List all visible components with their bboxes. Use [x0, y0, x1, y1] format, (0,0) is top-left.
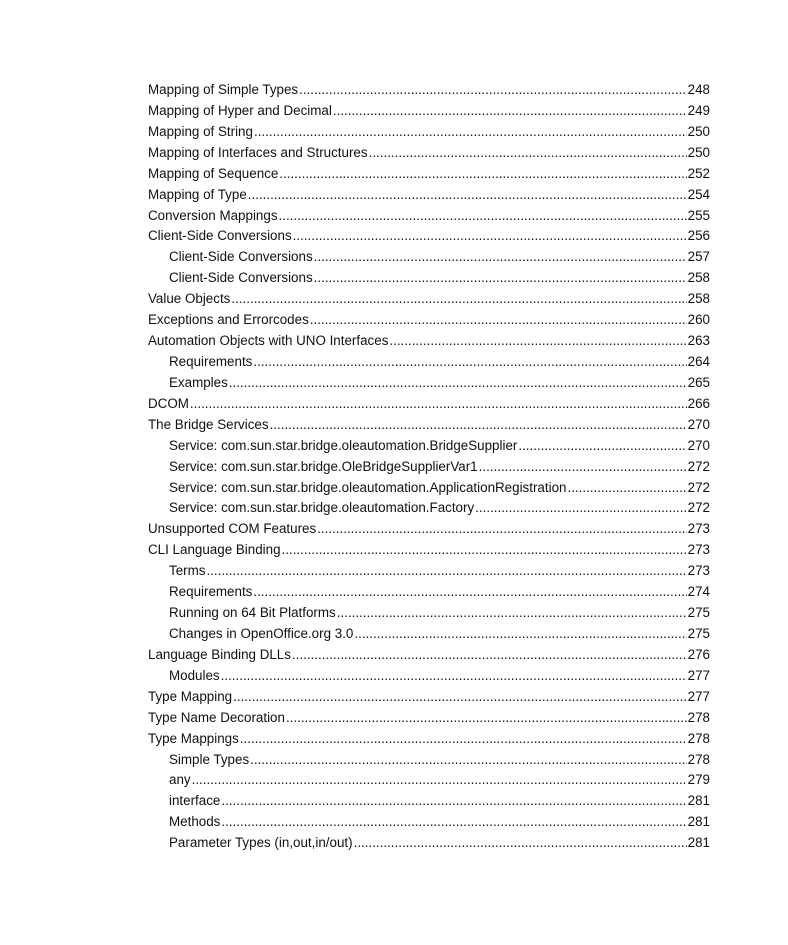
- toc-entry-title: Requirements: [169, 353, 253, 369]
- toc-entry[interactable]: [148, 729, 710, 750]
- toc-dot-leader: [299, 80, 687, 101]
- toc-entry[interactable]: [148, 352, 710, 373]
- toc-entry-page-number: 272: [687, 458, 710, 474]
- toc-entry-title: Client-Side Conversions: [169, 270, 313, 286]
- toc-dot-leader: [354, 833, 687, 854]
- toc-dot-leader: [293, 226, 687, 247]
- toc-entry-page-number: 273: [687, 563, 710, 579]
- toc-entry-page-number: 270: [687, 416, 710, 432]
- toc-entry-page-number: 260: [687, 312, 710, 328]
- toc-dot-leader: [333, 101, 687, 122]
- toc-entry-title: Mapping of Interfaces and Structures: [148, 144, 368, 160]
- toc-entry[interactable]: [148, 645, 710, 666]
- toc-entry-title: Terms: [169, 563, 206, 579]
- toc-dot-leader: [567, 478, 686, 499]
- toc-entry[interactable]: [148, 770, 710, 791]
- toc-entry[interactable]: [148, 247, 710, 268]
- toc-entry-title: Client-Side Conversions: [169, 249, 313, 265]
- toc-entry-title: Mapping of String: [148, 123, 253, 139]
- toc-entry-title: Mapping of Hyper and Decimal: [148, 102, 332, 118]
- toc-dot-leader: [337, 603, 687, 624]
- toc-entry-page-number: 279: [687, 772, 710, 788]
- toc-entry-page-number: 272: [687, 479, 710, 495]
- toc-dot-leader: [253, 582, 686, 603]
- toc-entry[interactable]: [148, 310, 710, 331]
- toc-dot-leader: [192, 770, 687, 791]
- toc-entry-page-number: 248: [687, 82, 710, 97]
- toc-entry-page-number: 275: [687, 625, 710, 641]
- toc-entry-page-number: 277: [687, 688, 710, 704]
- toc-entry-title: Service: com.sun.star.bridge.oleautomation.Factory: [169, 500, 475, 516]
- toc-entry[interactable]: [148, 498, 710, 519]
- toc-entry-page-number: 254: [687, 186, 710, 202]
- toc-dot-leader: [286, 708, 687, 729]
- toc-dot-leader: [240, 729, 687, 750]
- toc-entry-title: Modules: [169, 667, 220, 683]
- toc-entry-page-number: 250: [687, 123, 710, 139]
- toc-entry[interactable]: [148, 561, 710, 582]
- toc-entry-title: Language Binding DLLs: [148, 646, 291, 662]
- toc-entry[interactable]: [148, 708, 710, 729]
- toc-entry-title: Running on 64 Bit Platforms: [169, 605, 336, 621]
- toc-entry-title: Mapping of Sequence: [148, 165, 279, 181]
- toc-entry-page-number: 275: [687, 605, 710, 621]
- toc-entry-page-number: 255: [687, 207, 710, 223]
- toc-dot-leader: [310, 310, 687, 331]
- toc-entry-title: Service: com.sun.star.bridge.OleBridgeSupplierVar1: [169, 458, 478, 474]
- toc-entry-page-number: 274: [687, 584, 710, 600]
- toc-dot-leader: [354, 624, 686, 645]
- toc-dot-leader: [248, 185, 687, 206]
- toc-dot-leader: [292, 645, 687, 666]
- toc-entry-page-number: 263: [687, 333, 710, 349]
- toc-entry-page-number: 266: [687, 395, 710, 411]
- toc-entry-title: Type Mapping: [148, 688, 233, 704]
- toc-dot-leader: [270, 415, 687, 436]
- toc-entry-page-number: 278: [687, 709, 710, 725]
- toc-dot-leader: [206, 561, 686, 582]
- toc-dot-leader: [221, 812, 686, 833]
- toc-dot-leader: [279, 206, 687, 227]
- toc-entry[interactable]: [148, 143, 710, 164]
- toc-entry-title: Mapping of Type: [148, 186, 247, 202]
- toc-entry[interactable]: [148, 540, 710, 561]
- toc-entry[interactable]: [148, 331, 710, 352]
- toc-entry[interactable]: [148, 750, 710, 771]
- toc-entry-page-number: 281: [687, 835, 710, 851]
- toc-entry-title: Automation Objects with UNO Interfaces: [148, 333, 389, 349]
- toc-entry-page-number: 256: [687, 228, 710, 244]
- toc-entry[interactable]: [148, 80, 710, 101]
- toc-entry-page-number: 257: [687, 249, 710, 265]
- toc-entry-title: Simple Types: [169, 751, 250, 767]
- toc-dot-leader: [231, 289, 686, 310]
- toc-entry-title: Client-Side Conversions: [148, 228, 292, 244]
- toc-entry-page-number: 281: [687, 793, 710, 809]
- toc-entry-title: any: [169, 772, 191, 788]
- toc-entry-title: DCOM: [148, 395, 189, 411]
- toc-dot-leader: [282, 540, 687, 561]
- toc-entry-title: Methods: [169, 814, 221, 830]
- toc-entry[interactable]: [148, 519, 710, 540]
- toc-entry[interactable]: [148, 666, 710, 687]
- toc-entry-title: CLI Language Binding: [148, 542, 281, 558]
- toc-entry-title: Service: com.sun.star.bridge.oleautomation.ApplicationRegistration: [169, 479, 567, 495]
- toc-dot-leader: [314, 268, 687, 289]
- toc-dot-leader: [475, 498, 687, 519]
- toc-dot-leader: [254, 122, 687, 143]
- toc-entry-page-number: 273: [687, 542, 710, 558]
- toc-entry[interactable]: [148, 457, 710, 478]
- toc-entry[interactable]: [148, 833, 710, 854]
- toc-dot-leader: [317, 519, 686, 540]
- toc-entry[interactable]: [148, 268, 710, 289]
- toc-entry-page-number: 264: [687, 353, 710, 369]
- toc-entry[interactable]: [148, 206, 710, 227]
- toc-entry[interactable]: [148, 185, 710, 206]
- toc-entry-title: Mapping of Simple Types: [148, 82, 299, 97]
- toc-entry[interactable]: [148, 582, 710, 603]
- toc-dot-leader: [233, 687, 687, 708]
- toc-entry-page-number: 252: [687, 165, 710, 181]
- toc-dot-leader: [518, 436, 686, 457]
- toc-entry-title: Changes in OpenOffice.org 3.0: [169, 625, 354, 641]
- toc-entry-page-number: 265: [687, 374, 710, 390]
- toc-dot-leader: [279, 164, 686, 185]
- toc-entry-page-number: 250: [687, 144, 710, 160]
- toc-entry-page-number: 277: [687, 667, 710, 683]
- toc-entry-page-number: 281: [687, 814, 710, 830]
- toc-entry[interactable]: [148, 289, 710, 310]
- toc-entry-title: Parameter Types (in,out,in/out): [169, 835, 353, 851]
- toc-entry-title: interface: [169, 793, 221, 809]
- toc-entry[interactable]: [148, 226, 710, 247]
- table-of-contents: [148, 80, 710, 854]
- toc-entry-page-number: 249: [687, 102, 710, 118]
- toc-entry[interactable]: [148, 687, 710, 708]
- toc-dot-leader: [190, 394, 687, 415]
- toc-dot-leader: [369, 143, 687, 164]
- toc-entry[interactable]: [148, 101, 710, 122]
- toc-dot-leader: [314, 247, 687, 268]
- toc-dot-leader: [253, 352, 686, 373]
- toc-entry-title: Exceptions and Errorcodes: [148, 312, 309, 328]
- toc-entry-page-number: 270: [687, 437, 710, 453]
- toc-dot-leader: [389, 331, 686, 352]
- toc-entry-title: Type Name Decoration: [148, 709, 285, 725]
- toc-entry-title: The Bridge Services: [148, 416, 269, 432]
- toc-entry-page-number: 278: [687, 751, 710, 767]
- toc-dot-leader: [229, 373, 687, 394]
- toc-entry[interactable]: [148, 478, 710, 499]
- toc-entry[interactable]: [148, 436, 710, 457]
- toc-entry[interactable]: [148, 603, 710, 624]
- toc-entry[interactable]: [148, 122, 710, 143]
- toc-entry[interactable]: [148, 624, 710, 645]
- toc-entry-page-number: 272: [687, 500, 710, 516]
- toc-dot-leader: [221, 666, 687, 687]
- toc-dot-leader: [479, 457, 687, 478]
- toc-dot-leader: [221, 791, 686, 812]
- toc-entry[interactable]: [148, 394, 710, 415]
- toc-entry-title: Unsupported COM Features: [148, 521, 317, 537]
- toc-entry-page-number: 278: [687, 730, 710, 746]
- toc-entry-page-number: 273: [687, 521, 710, 537]
- toc-entry-title: Service: com.sun.star.bridge.oleautomation.BridgeSupplier: [169, 437, 518, 453]
- toc-entry-page-number: 258: [687, 291, 710, 307]
- toc-entry-page-number: 276: [687, 646, 710, 662]
- toc-entry-page-number: 258: [687, 270, 710, 286]
- toc-entry-title: Conversion Mappings: [148, 207, 278, 223]
- toc-entry[interactable]: [148, 373, 710, 394]
- toc-entry-title: Value Objects: [148, 291, 231, 307]
- toc-dot-leader: [250, 750, 687, 771]
- toc-entry[interactable]: [148, 812, 710, 833]
- toc-entry-title: Requirements: [169, 584, 253, 600]
- toc-entry-title: Type Mappings: [148, 730, 239, 746]
- toc-entry[interactable]: [148, 164, 710, 185]
- toc-entry-title: Examples: [169, 374, 228, 390]
- toc-entry[interactable]: [148, 791, 710, 812]
- toc-entry[interactable]: [148, 415, 710, 436]
